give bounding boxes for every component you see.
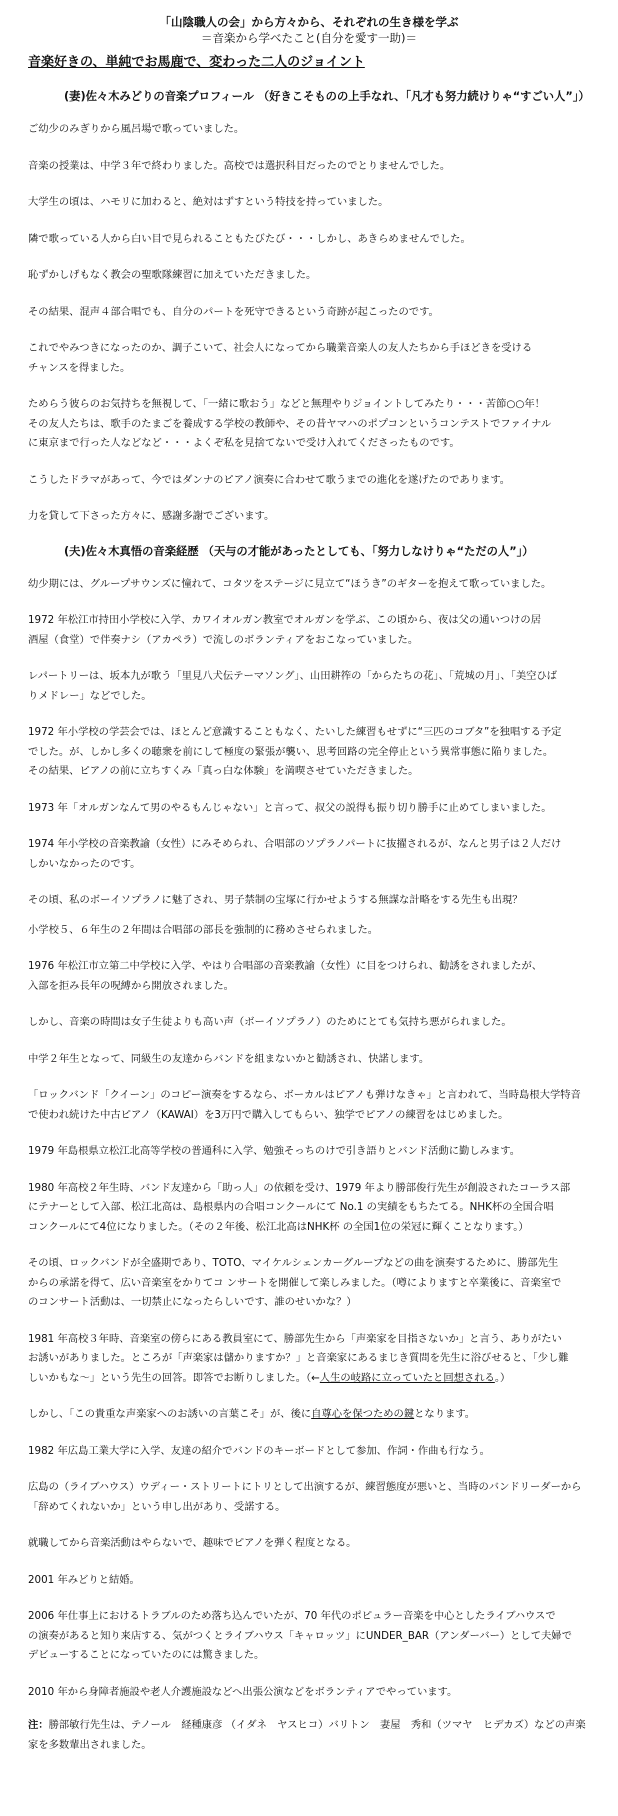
paragraph-line: 1979 年島根県立松江北高等学校の普通科に入学、勉強そっちのけで引き語りとバンド活動に勤しみます。 — [28, 1145, 521, 1157]
paragraph-line: ご幼少のみぎりから風呂場で歌っていました。 — [28, 123, 245, 135]
paragraph — [28, 1571, 604, 1591]
paragraph-line: 中学２年生となって、同級生の友達からバンドを組まないかと勧誘され、快諾します。 — [28, 1052, 430, 1065]
paragraph — [28, 507, 604, 527]
paragraph-line: 音楽の授業は、中学３年で終わりました。高校では選択科目だったのでとりませんでした。 — [28, 159, 451, 172]
paragraph-line: 2001 年みどりと結婚。 — [28, 1573, 140, 1586]
paragraph-line: しかいなかったのです。 — [28, 857, 141, 870]
wife-section-heading: (妻)佐々木みどりの音楽プロフィール （好きこそものの上手なれ、「凡才も努力続けりゃ“すごい人”」） — [64, 90, 590, 103]
paragraph-line: からの承諾を得て、広い音楽室をかりてコ ンサートを開催して楽しみました。（噂によりますと卒業後に、音楽室で — [28, 1276, 562, 1289]
paragraph-line: 1974 年小学校の音楽教諭（女性）にみそめられ、合唱部のソプラノパートに抜擢されるが、なんと男子は２人だけ — [28, 838, 562, 850]
paragraph-line: 1972 年小学校の学芸会では、ほとんど意識することもなく、たいした練習もせずに“三匹のコブタ”を独唱する予定 — [28, 726, 562, 738]
paragraph-line: 2010 年から身障者施設や老人介護施設などへ出張公演などをボランティアでやっています。 — [28, 1685, 458, 1698]
paragraph — [28, 193, 604, 213]
paragraph-line: に東京まで行った人などなど・・・よくぞ私を見捨てないで受け入れてくださったものです。 — [28, 437, 460, 449]
paragraph-line: 1976 年松江市立第二中学校に入学、やはり合唱部の音楽教諭（女性）に目をつけられ、勧誘をされましたが、 — [28, 960, 543, 972]
paragraph-line: ためらう彼らのお気持ちを無視して、「一緒に歌おう」などと無理やりジョイントしてみたり・・・苦節○○年！ — [28, 398, 545, 410]
footnote-line: 家を多数輩出されました。 — [28, 1738, 152, 1751]
paragraph-line: その頃、ロックバンドが全盛期であり、TOTO、マイケルシェンカーグループなどの曲を演奏するために、勝部先生 — [28, 1257, 559, 1269]
paragraph-line: その結果、混声４部合唱でも、自分のパートを死守できるという奇跡が起こったのです。 — [28, 305, 439, 318]
paragraph-line: 隣で歌っている人から白い目で見られることもたびたび・・・しかし、あきらめませんでした。 — [28, 232, 471, 245]
paragraph — [28, 957, 604, 996]
paragraph — [28, 266, 604, 286]
wife-section-body — [28, 120, 604, 527]
paragraph-line: 1981 年高校３年時、音楽室の傍らにある教員室にて、勝部先生から「声楽家を目指さないか」と言う、ありがたい — [28, 1332, 562, 1345]
paragraph-line: 1980 年高校２年生時、バンド友達から「助っ人」の依頼を受け、1979 年より勝部俊行先生が創設されたコーラス部 — [28, 1181, 571, 1194]
paragraph — [28, 921, 604, 941]
paragraph-line: 広島の（ライブハウス）ウディー・ストリートにトリとして出演するが、練習態度が悪いと、当時のバンドリーダーから — [28, 1481, 582, 1493]
paragraph — [28, 1013, 604, 1033]
title-block — [14, 14, 604, 46]
paragraph — [28, 891, 604, 911]
paragraph-line: 「辞めてくれないか」という申し出があり、受諾する。 — [28, 1500, 286, 1513]
paragraph — [28, 303, 604, 323]
paragraph-line: しかし、音楽の時間は女子生徒よりも高い声（ボーイソプラノ）のためにとても気持ち悪がられました。 — [28, 1016, 512, 1028]
paragraph-line: お誘いがありました。ところが「声楽家は儲かりますか？」と音楽家にあるまじき質問を先生に浴びせると、「少し難 — [28, 1352, 569, 1364]
page-title: 「山陰職人の会」から方々から、それぞれの生き様を学ぶ — [159, 15, 459, 29]
paragraph — [28, 611, 604, 650]
paragraph — [28, 667, 604, 706]
paragraph-line: コンクールにて4位になりました。（その２年後、松江北高はNHK杯 の全国1位の栄冠に輝くことなります。） — [28, 1220, 529, 1233]
paragraph — [28, 1405, 604, 1425]
paragraph-line: 小学校５、６年生の２年間は合唱部の部長を強制的に務めさせられました。 — [28, 923, 379, 936]
paragraph-line: 1973 年「オルガンなんて男のやるもんじゃない」と言って、叔父の説得も振り切り勝手に止めてしまいました。 — [28, 801, 552, 814]
paragraph-line: 1982 年広島工業大学に入学、友達の紹介でバンドのキーボードとして参加、作詞・作曲も行なう。 — [28, 1444, 490, 1457]
paragraph — [28, 1050, 604, 1070]
paragraph — [28, 339, 604, 378]
paragraph — [28, 1478, 604, 1517]
paragraph — [28, 471, 604, 491]
husband-section-heading: (夫)佐々木真悟の音楽経歴 （天与の才能があったとしても、「努力しなけりゃ“ただの人”」） — [64, 544, 534, 558]
paragraph-line: 「ロックバンド「クイーン」のコピー演奏をするなら、ボーカルはピアノも弾けなきゃ」と言われて、当時島根大学特音 — [28, 1089, 581, 1101]
paragraph-line: その友人たちは、歌手のたまごを養成する学校の教師や、その昔ヤマハのポプコンというコンテストでファイナル — [28, 417, 552, 430]
paragraph — [28, 395, 604, 454]
paragraph-line: にテナーとして入部、松江北高は、島根県内の合唱コンクールにて No.1 の実績をもちたてる。NHK杯の全国合唱 — [28, 1201, 554, 1213]
paragraph-line: 大学生の頃は、ハモリに加わると、絶対はずすという特技を持っていました。 — [28, 196, 389, 208]
paragraph — [28, 1254, 604, 1313]
paragraph-line: その結果、ピアノの前に立ちすくみ「真っ白な体験」を満喫させていただきました。 — [28, 765, 419, 777]
page-subtitle: ＝音楽から学べたこと(自分を愛す一助)＝ — [201, 31, 417, 45]
footnote-line: 勝部敏行先生は、テノール 経種康彦 （イダネ ヤスヒコ）バリトン 妻屋 秀和（ツマヤ ヒデカズ）などの声楽 — [48, 1719, 586, 1731]
paragraph-line: その頃、私のボーイソプラノに魅了され、男子禁制の宝塚に行かせようする無謀な計略をする先生も出現？ — [28, 894, 523, 906]
husband-section-body — [28, 575, 604, 1703]
paragraph-line: 幼少期には、グループサウンズに憧れて、コタツをステージに見立て“ほうき”のギターを抱えて歌っていました。 — [28, 577, 552, 590]
paragraph-line: で使われ続けた中古ピアノ（KAWAI）を3万円で購入してもらい、独学でピアノの練習をはじめました。 — [28, 1108, 509, 1121]
banner-heading: 音楽好きの、単純でお馬鹿で、変わった二人のジョイント — [28, 55, 365, 70]
paragraph — [28, 723, 604, 782]
paragraph-line: デビューすることになっていたのには驚きました。 — [28, 1649, 265, 1661]
footnote-label: 注： — [28, 1719, 49, 1731]
paragraph — [28, 1179, 604, 1238]
paragraph-line: レパートリーは、坂本九が歌う「里見八犬伝テーマソング」、山田耕筰の「からたちの花」、「荒城の月」、「美空ひば — [28, 670, 558, 682]
paragraph — [28, 120, 604, 140]
paragraph — [28, 1330, 604, 1389]
paragraph — [28, 1442, 604, 1462]
paragraph — [28, 1142, 604, 1162]
underlined-phrase: 人生の岐路に立っていたと回想される — [319, 1371, 495, 1384]
paragraph-line: チャンスを得ました。 — [28, 361, 131, 374]
paragraph-line: しかし、「この貴重な声楽家へのお誘いの言葉こそ」が、後に自尊心を保つための鍵となります。 — [28, 1408, 476, 1420]
paragraph — [28, 1683, 604, 1703]
paragraph — [28, 799, 604, 819]
paragraph — [28, 1086, 604, 1125]
paragraph — [28, 575, 604, 595]
paragraph-line: 恥ずかしげもなく教会の聖歌隊練習に加えていただきました。 — [28, 269, 317, 281]
paragraph — [28, 1607, 604, 1666]
paragraph-line: 就職してから音楽活動はやらないで、趣味でピアノを弾く程度となる。 — [28, 1537, 357, 1549]
paragraph — [28, 157, 604, 177]
paragraph-line: これでやみつきになったのか、調子こいて、社会人になってから職業音楽人の友人たちから手ほどきを受ける — [28, 342, 533, 354]
footnote — [28, 1716, 604, 1755]
paragraph-line: 2006 年仕事上におけるトラブルのため落ち込んでいたが、70 年代のポピュラー音楽を中心としたライブハウスで — [28, 1610, 556, 1622]
paragraph — [28, 1534, 604, 1554]
paragraph-line: 力を貸して下さった方々に、感謝多謝でございます。 — [28, 510, 275, 522]
paragraph-line: のコンサート活動は、一切禁止になったらしいです、誰のせいかな？） — [28, 1296, 357, 1308]
paragraph-line: りメドレー」などでした。 — [28, 689, 152, 702]
paragraph-line: でした。が、しかし多くの聴衆を前にして極度の緊張が襲い、思考回路の完全停止という異常事態に陥りました。 — [28, 745, 554, 758]
paragraph-line: 1972 年松江市持田小学校に入学、カワイオルガン教室でオルガンを学ぶ、この頃から、夜は父の通いつけの居 — [28, 614, 542, 626]
paragraph-line: しいかもな～」という先生の回答。即答でお断りしました。（←人生の岐路に立っていたと回想される。） — [28, 1371, 511, 1384]
paragraph — [28, 835, 604, 874]
paragraph-line: 酒屋（食堂）で伴奏ナシ（アカペラ）で流しのボランティアをおこなっていました。 — [28, 633, 419, 646]
paragraph — [28, 230, 604, 250]
paragraph-line: 入部を拒み長年の呪縛から開放されました。 — [28, 979, 234, 992]
paragraph-line: の演奏があると知り来店する、気がつくとライブハウス「キャロッツ」にUNDER_BAR（アンダーバー）として夫婦で — [28, 1629, 572, 1642]
paragraph-line: こうしたドラマがあって、今ではダンナのピアノ演奏に合わせて歌うまでの進化を遂げたのであります。 — [28, 473, 511, 486]
underlined-phrase: 自尊心を保つための鍵 — [311, 1408, 415, 1420]
